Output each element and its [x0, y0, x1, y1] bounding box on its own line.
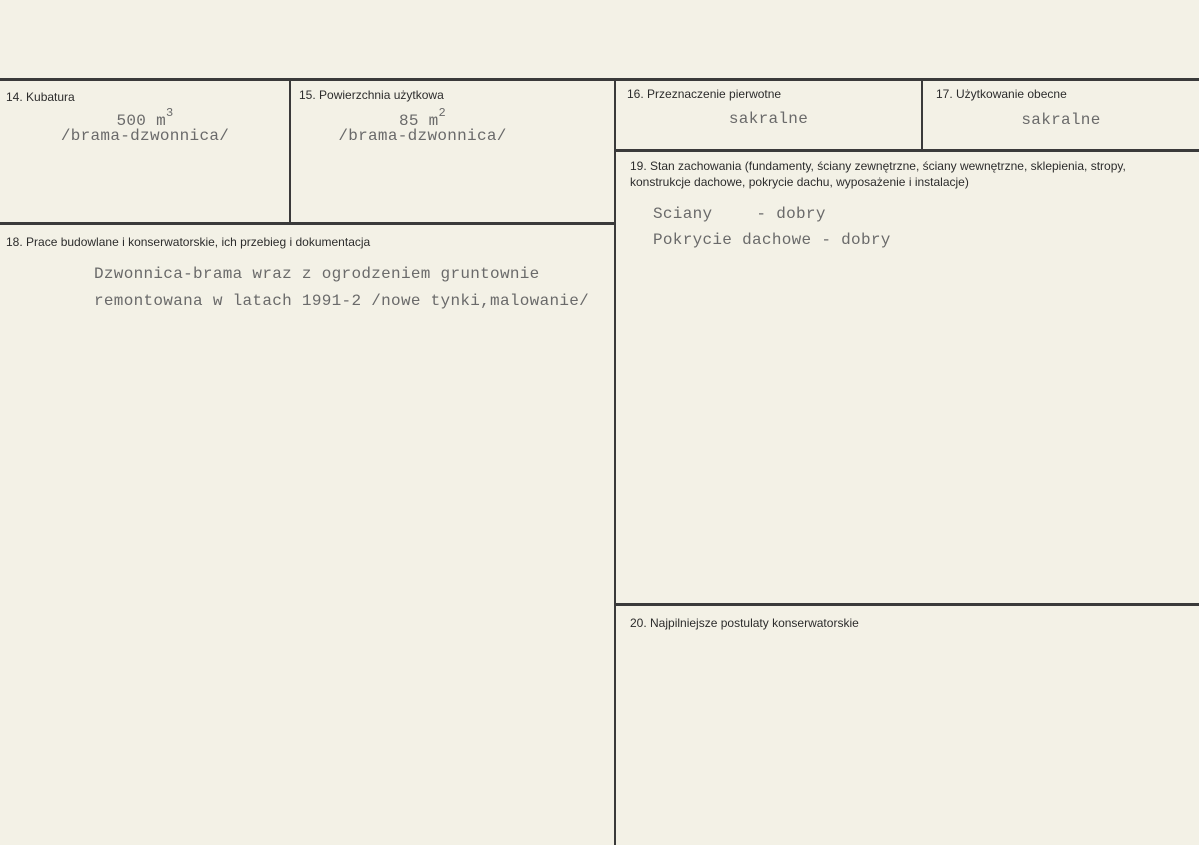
field-19-row-1-name: Sciany: [653, 205, 713, 223]
field-19-row-2-value: - dobry: [821, 231, 891, 249]
divider-left-right: [614, 79, 616, 845]
divider-14-15: [289, 79, 291, 224]
field-14-label: 14. Kubatura: [6, 90, 75, 104]
rule-under-16-17: [615, 149, 1199, 152]
field-19-row-1-value: - dobry: [756, 205, 826, 223]
field-15-value-exponent: 2: [438, 106, 447, 120]
field-15-value-number: 85 m: [398, 112, 439, 130]
rule-under-14-15: [0, 222, 616, 225]
field-14-value-number: 500 m: [116, 112, 166, 130]
field-18-line-1: Dzwonnica-brama wraz z ogrodzeniem gruntownie: [94, 265, 540, 283]
field-16-label: 16. Przeznaczenie pierwotne: [627, 87, 782, 101]
field-19-row-2-name: Pokrycie dachowe: [653, 231, 812, 249]
field-18-line-2: remontowana w latach 1991-2 /nowe tynki,malowanie/: [94, 292, 590, 310]
field-16-value: sakralne: [728, 110, 809, 128]
field-19-row-1: [653, 205, 826, 223]
field-15-note: /brama-dzwonnica/: [338, 127, 507, 145]
field-14-value-exponent: 3: [166, 106, 174, 120]
field-20-label: 20. Najpilniejsze postulaty konserwatorskie: [630, 616, 859, 630]
field-17-label: 17. Użytkowanie obecne: [936, 87, 1067, 101]
field-18-label: 18. Prace budowlane i konserwatorskie, ich przebieg i dokumentacja: [6, 235, 371, 249]
field-19-row-2: [653, 231, 891, 249]
top-rule: [0, 78, 1199, 81]
field-17-value: sakralne: [1021, 111, 1101, 129]
field-15-label: 15. Powierzchnia użytkowa: [299, 88, 444, 102]
rule-above-20: [615, 603, 1199, 606]
field-14-note: /brama-dzwonnica/: [60, 127, 230, 145]
field-19-label: 19. Stan zachowania (fundamenty, ściany zewnętrzne, ściany wewnętrzne, sklepienia, stropy, konstrukcje dachowe, pokrycie dachu, wyposażenie i instalacje): [630, 159, 1126, 189]
